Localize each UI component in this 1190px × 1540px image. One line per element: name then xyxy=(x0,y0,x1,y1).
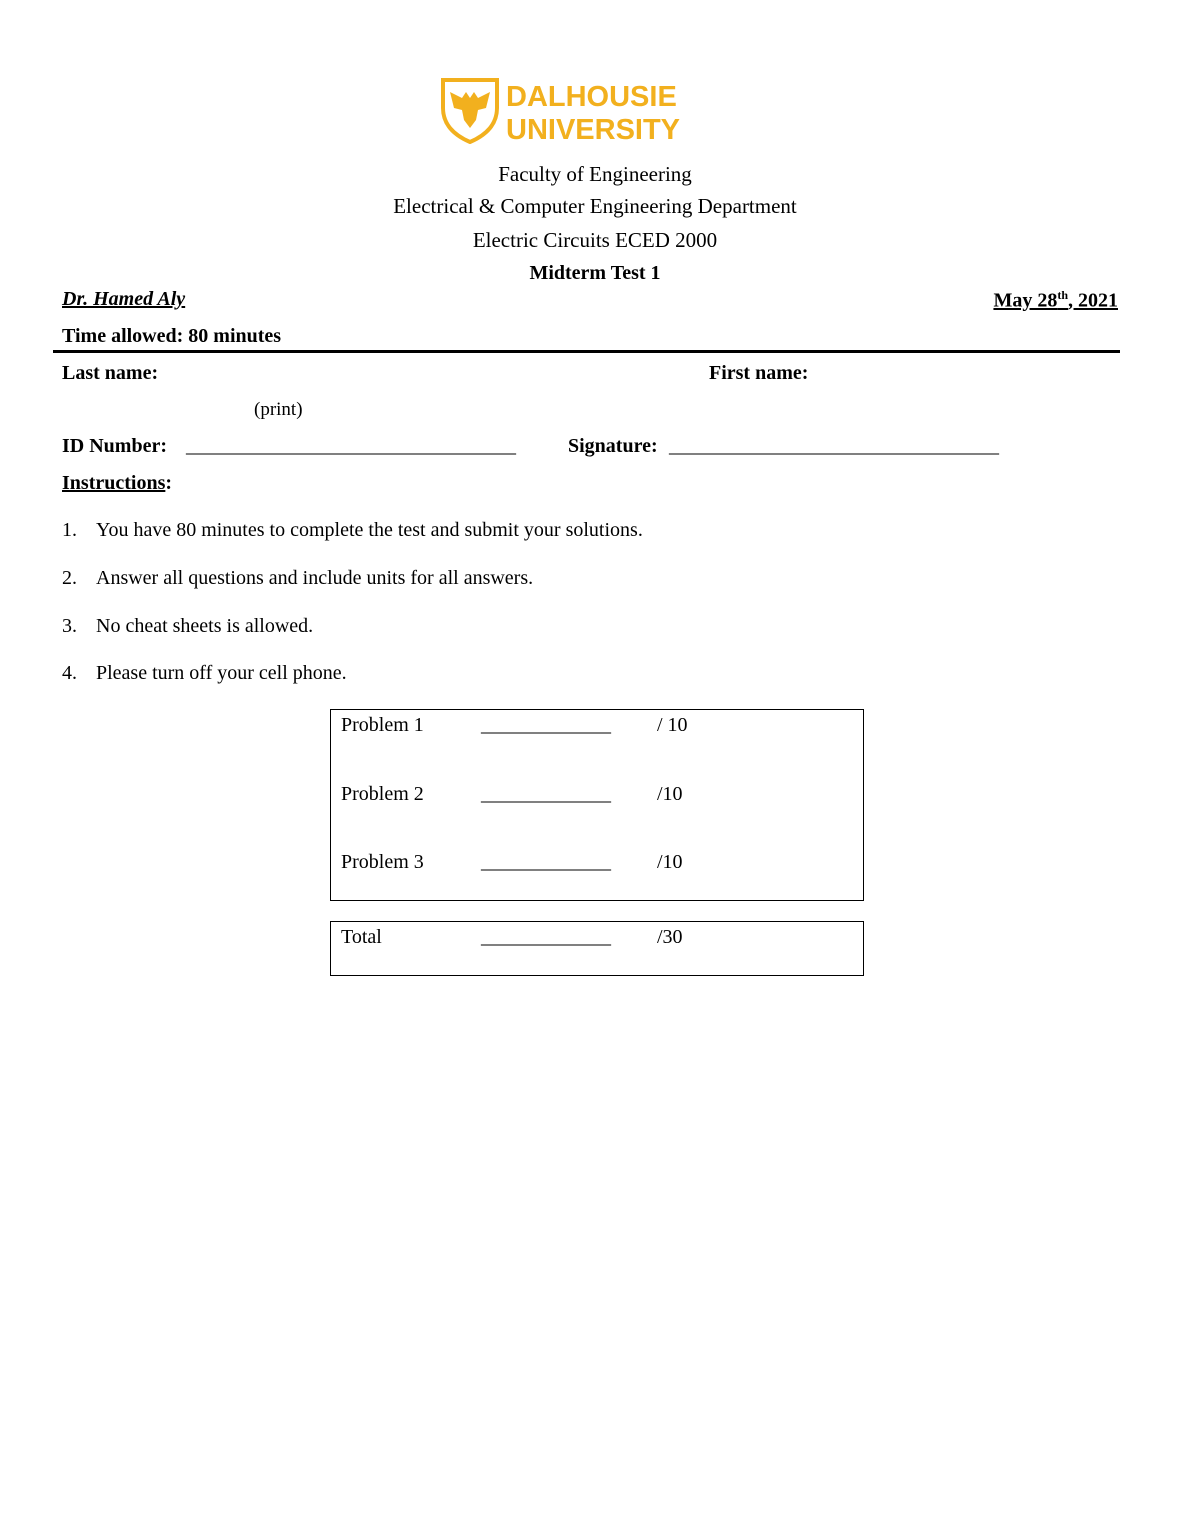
score-row-label: Problem 3 xyxy=(341,851,424,873)
list-item-number: 2. xyxy=(62,567,77,589)
list-item-text: Answer all questions and include units for all answers. xyxy=(96,567,534,589)
signature-field[interactable]: _________________________________ xyxy=(669,435,999,457)
time-allowed: Time allowed: 80 minutes xyxy=(62,325,282,347)
list-item-text: Please turn off your cell phone. xyxy=(96,662,347,684)
list-item-number: 1. xyxy=(62,519,77,541)
score-row-blank[interactable]: _____________ xyxy=(481,851,611,873)
list-item xyxy=(62,519,643,542)
logo-line1: DALHOUSIE xyxy=(506,81,677,113)
list-item-number: 4. xyxy=(62,662,77,684)
score-row-max: /10 xyxy=(657,851,683,873)
header-divider xyxy=(53,350,1120,353)
instructions-heading-colon: : xyxy=(165,472,173,494)
date-year: , 2021 xyxy=(1068,289,1118,312)
list-item xyxy=(62,662,347,685)
score-row-max: /10 xyxy=(657,783,683,805)
test-title: Midterm Test 1 xyxy=(529,262,661,284)
list-item-text: No cheat sheets is allowed. xyxy=(96,615,314,637)
score-row-label: Problem 1 xyxy=(341,714,424,736)
total-blank[interactable]: _____________ xyxy=(481,926,611,948)
eagle-shield-icon xyxy=(443,80,497,142)
first-name-label: First name: xyxy=(709,362,809,384)
id-number-field[interactable]: _________________________________ xyxy=(186,435,516,457)
total-max: /30 xyxy=(657,926,683,948)
score-row-blank[interactable]: _____________ xyxy=(481,714,611,736)
print-hint: (print) xyxy=(254,399,303,420)
instructions-heading-text: Instructions xyxy=(62,472,166,494)
id-number-label: ID Number: xyxy=(62,435,167,457)
list-item xyxy=(62,567,533,590)
department-title: Electrical & Computer Engineering Department xyxy=(393,194,797,218)
date-month-day: May 28 xyxy=(993,289,1058,312)
score-row-label: Problem 2 xyxy=(341,783,424,805)
course-title: Electric Circuits ECED 2000 xyxy=(472,228,718,252)
total-label: Total xyxy=(341,926,382,948)
date-suffix: th xyxy=(1057,288,1068,302)
faculty-title: Faculty of Engineering xyxy=(498,162,692,186)
list-item xyxy=(62,615,313,638)
test-date xyxy=(993,288,1118,313)
signature-label: Signature: xyxy=(568,435,658,457)
last-name-label: Last name: xyxy=(62,362,159,384)
score-row-max: / 10 xyxy=(657,714,688,736)
list-item-number: 3. xyxy=(62,615,77,637)
score-row-blank[interactable]: _____________ xyxy=(481,783,611,805)
instructor-name: Dr. Hamed Aly xyxy=(62,288,186,310)
instructions-heading xyxy=(62,472,172,495)
list-item-text: You have 80 minutes to complete the test and submit your solutions. xyxy=(96,519,643,541)
total-table xyxy=(330,921,864,976)
score-table xyxy=(330,709,864,901)
university-logo xyxy=(440,78,710,144)
logo-line2: UNIVERSITY xyxy=(506,114,681,144)
